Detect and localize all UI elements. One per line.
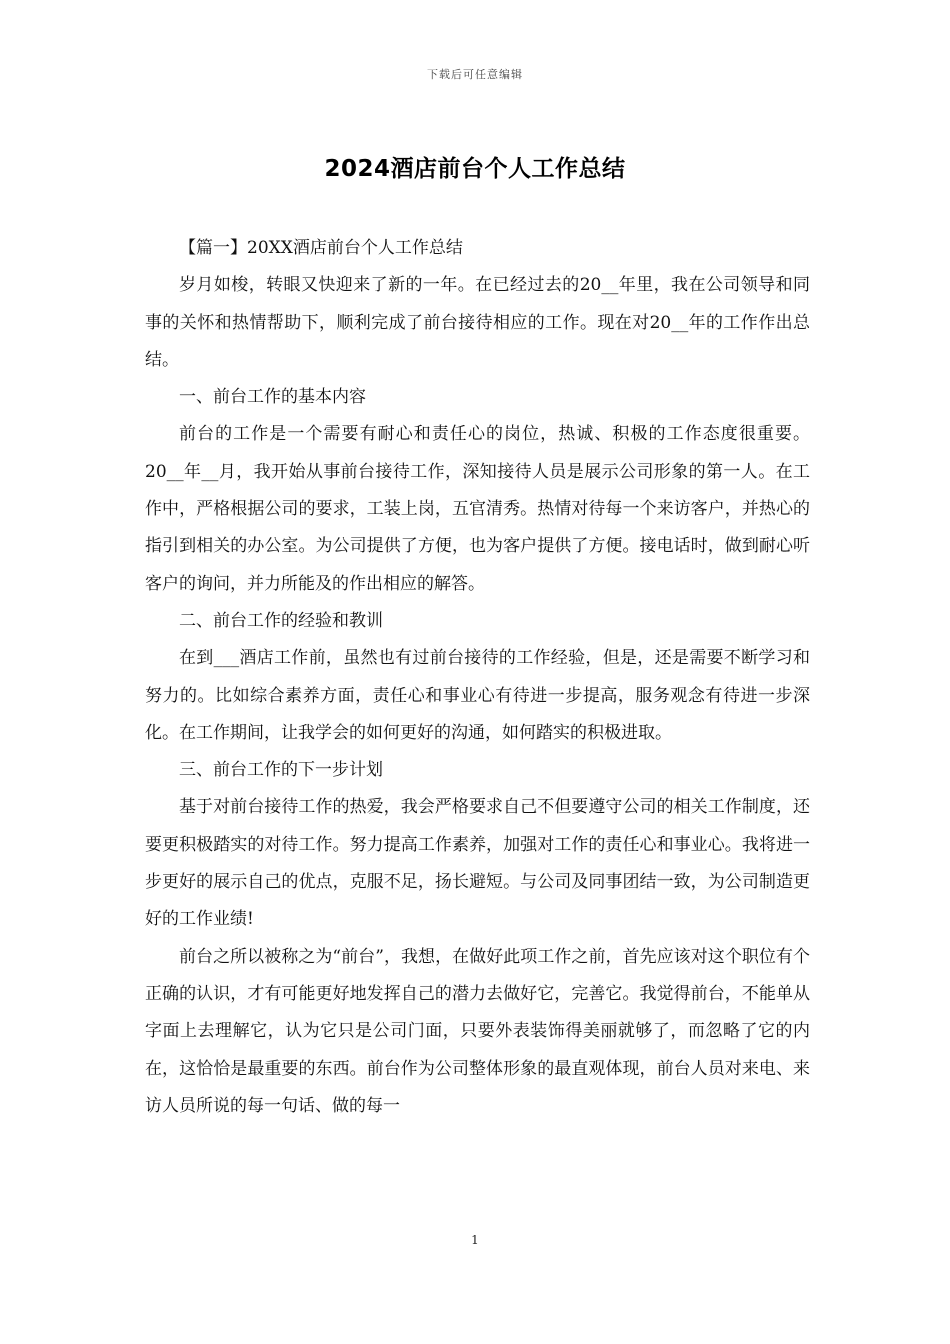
document-title: 2024酒店前台个人工作总结	[324, 156, 626, 182]
section-heading: 二、前台工作的经验和教训	[179, 610, 383, 631]
paragraph: 前台的工作是一个需要有耐心和责任心的岗位，热诚、积极的工作态度很重要。20__年__月，我开始从事前台接待工作，深知接待人员是展示公司形象的第一人。在工作中，严格根据公司的要求，工装上岗，五官清秀。热情对待每一个来访客户，并热心的指引到相关的办公室。为公司提供了方便，也为客户提供了方便。接电话时，做到耐心听客户的询问，并力所能及的作出相应的解答。	[145, 424, 810, 594]
paragraph: 前台之所以被称之为“前台”，我想，在做好此项工作之前，首先应该对这个职位有个正确的认识，才有可能更好地发挥自己的潜力去做好它，完善它。我觉得前台，不能单从字面上去理解它，认为它只是公司门面，只要外表装饰得美丽就够了，而忽略了它的内在，这恰恰是最重要的东西。前台作为公司整体形象的最直观体现，前台人员对来电、来访人员所说的每一句话、做的每一	[145, 946, 810, 1116]
paragraph: 基于对前台接待工作的热爱，我会严格要求自己不但要遵守公司的相关工作制度，还要更积极踏实的对待工作。努力提高工作素养，加强对工作的责任心和事业心。我将进一步更好的展示自己的优点，克服不足，扬长避短。与公司及同事团结一致，为公司制造更好的工作业绩!	[145, 797, 810, 930]
paragraph: 岁月如梭，转眼又快迎来了新的一年。在已经过去的20__年里，我在公司领导和同事的关怀和热情帮助下，顺利完成了前台接待相应的工作。现在对20__年的工作作出总结。	[145, 275, 810, 370]
section-heading: 三、前台工作的下一步计划	[179, 760, 383, 781]
paragraph: 在到___酒店工作前，虽然也有过前台接待的工作经验，但是，还是需要不断学习和努力的。比如综合素养方面，责任心和事业心有待进一步提高，服务观念有待进一步深化。在工作期间，让我学会的如何更好的沟通，如何踏实的积极进取。	[145, 648, 810, 743]
page-number: 1	[471, 1233, 479, 1247]
header-note: 下载后可任意编辑	[427, 68, 523, 81]
section-heading: 一、前台工作的基本内容	[179, 387, 366, 408]
section-heading: 【篇一】20XX酒店前台个人工作总结	[179, 238, 463, 258]
document-body	[145, 230, 810, 1125]
